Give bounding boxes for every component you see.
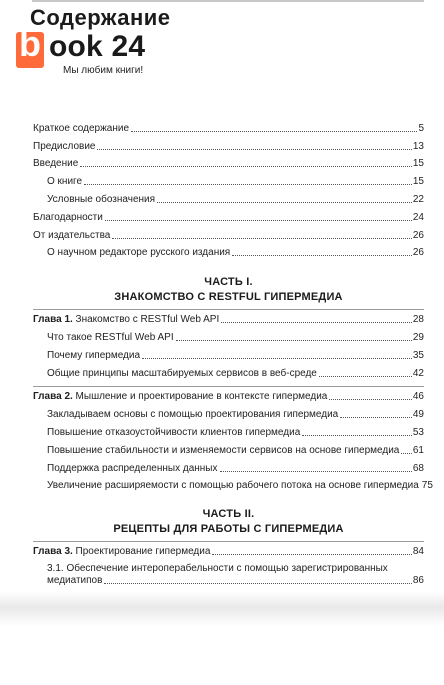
chapter-name: Мышление и проектирование в контексте гипермедиа [72,391,328,402]
toc-entry-title: От издательства [33,230,111,241]
toc-entry-page: 86 [412,575,424,586]
toc-entry [47,407,424,421]
toc-entry-page: 84 [412,546,424,557]
page-heading-text: Содержание [30,5,171,30]
toc-entry-title: Почему гипермедиа [47,350,141,361]
toc-entry-page: 61 [412,445,424,456]
toc-leader [176,340,412,341]
toc-entry [47,192,424,206]
toc-entry-page: 35 [412,350,424,361]
chapter-name: Знакомство с RESTful Web API [72,314,220,325]
toc-leader [84,184,412,185]
toc-leader [142,358,412,359]
toc-entry [47,563,424,587]
chapter-title [33,391,327,403]
toc-leader [302,435,412,436]
toc-leader [112,238,412,239]
toc-entry [33,210,424,224]
logo-text: ook 24 [49,30,146,63]
toc-leader [131,131,417,132]
toc-entry-title: Общие принципы масштабируемых сервисов в веб-среде [47,368,317,379]
toc-entry-page: 28 [412,314,424,325]
toc-leader [105,220,412,221]
toc-entry-title: Повышение отказоустойчивости клиентов гипермедиа [47,427,301,438]
toc-entry [33,139,424,153]
toc-leader [157,202,412,203]
toc-entry [47,443,424,457]
toc-entry [47,174,424,188]
toc-entry-title: Что такое RESTful Web API [47,332,174,343]
logo-tagline: Мы любим книги! [63,65,144,76]
toc-entry-page: 75 [421,480,433,491]
chapter-entry [33,389,424,403]
toc-leader [97,149,411,150]
toc-entry [47,366,424,380]
toc-entry-title: Введение [33,158,79,169]
part-title: ЗНАКОМСТВО С RESTFUL ГИПЕРМЕДИА [114,291,343,303]
toc-entry-page: 13 [412,141,424,152]
toc-entry-page: 26 [412,247,424,258]
toc-leader [220,471,412,472]
toc-leader [329,399,412,400]
toc-leader [80,166,412,167]
toc-entry-page: 49 [412,409,424,420]
toc-entry-page: 26 [412,230,424,241]
logo-badge-letter: b [19,23,41,64]
toc-entry-title: Предисловие [33,141,96,152]
top-rule [32,0,424,2]
toc-entry-title: Увеличение расширяемости с помощью рабочего потока на основе гипермедиа [47,480,419,491]
toc-entry-title: Закладываем основы с помощью проектирования гипермедиа [47,409,339,420]
toc-entry-line2 [47,575,424,587]
toc-entry-page: 53 [412,427,424,438]
toc-entry-page: 24 [412,212,424,223]
toc-entry [47,330,424,344]
chapter-rule [33,541,424,542]
toc-entry-title: Краткое содержание [33,123,130,134]
chapter-name: Проектирование гипермедиа [72,546,211,557]
toc-leader [212,554,411,555]
toc-entry-page: 5 [418,123,424,134]
chapter-title [33,314,219,326]
part-title: РЕЦЕПТЫ ДЛЯ РАБОТЫ С ГИПЕРМЕДИА [113,523,344,535]
toc-entry-title-line1: 3.1. Обеспечение интероперабельности с помощью зарегистрированных [47,563,388,574]
chapter-label: Глава 1. [33,314,73,325]
toc-entry-page: 22 [412,194,424,205]
chapter-label: Глава 2. [33,391,73,402]
toc-entry [33,156,424,170]
toc-entry-title: Условные обозначения [47,194,156,205]
toc-leader [232,255,412,256]
toc-entry-title: Поддержка распределенных данных [47,463,218,474]
toc-leader [401,453,412,454]
toc-entry-page: 42 [412,368,424,379]
page-heading [30,5,171,30]
toc-leader [340,417,412,418]
toc-entry-title: Благодарности [33,212,103,223]
toc-entry-page: 15 [412,158,424,169]
toc-entry [47,425,424,439]
toc-entry-page: 68 [412,463,424,474]
chapter-rule [33,309,424,310]
toc-entry [47,478,433,492]
part-label: ЧАСТЬ II. [202,508,255,520]
toc-entry-title: О книге [47,176,83,187]
toc-leader [319,376,412,377]
toc-entry [33,228,424,242]
chapter-entry [33,544,424,558]
toc-entry-title: О научном редакторе русского издания [47,247,231,258]
toc-entry-page: 15 [412,176,424,187]
toc-entry-title-line2: медиатипов [47,575,103,586]
chapter-entry [33,312,424,326]
toc-entry [33,121,424,135]
toc-entry-title: Повышение стабильности и изменяемости сервисов на основе гипермедиа [47,445,400,456]
toc-entry [47,245,424,259]
book24-logo [16,23,166,80]
toc-entry-page: 29 [412,332,424,343]
part-label: ЧАСТЬ I. [204,276,253,288]
toc-leader [104,583,411,584]
toc-entry [47,348,424,362]
toc-entry [47,461,424,475]
chapter-rule [33,386,424,387]
logo-badge [16,23,44,68]
page-fade-overlay [0,592,444,626]
toc-leader [221,322,412,323]
chapter-title [33,546,210,558]
toc-entry-page: 46 [412,391,424,402]
chapter-label: Глава 3. [33,546,73,557]
